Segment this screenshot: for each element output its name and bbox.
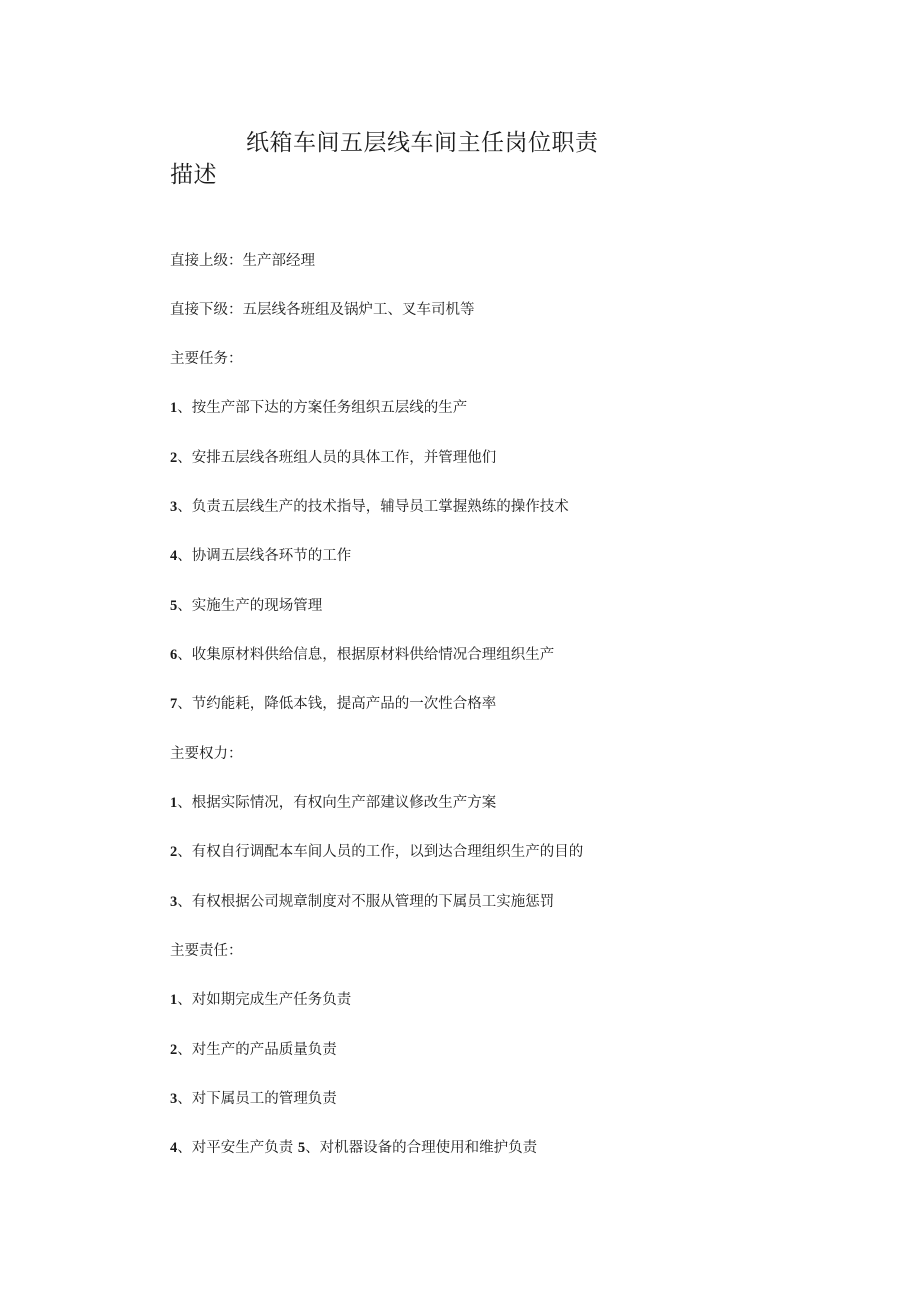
responsibilities-heading: 主要责任： <box>170 943 243 959</box>
document-title: 纸箱车间五层线车间主任岗位职责 <box>246 130 599 156</box>
power-item <box>170 842 583 862</box>
item-number: 7 <box>170 696 178 712</box>
item-text: 、有权根据公司规章制度对不服从管理的下属员工实施惩罚 <box>177 894 555 910</box>
item-text: 、安排五层线各班组人员的具体工作，并管理他们 <box>177 450 497 466</box>
responsibility-item <box>170 990 351 1010</box>
item-number: 5 <box>297 1140 306 1156</box>
document-title-continued: 描述 <box>170 162 217 188</box>
item-text: 、按生产部下达的方案任务组织五层线的生产 <box>177 400 468 416</box>
task-item <box>170 546 351 566</box>
item-number: 1 <box>170 400 178 416</box>
item-number: 4 <box>170 1140 178 1156</box>
item-number: 4 <box>170 548 178 564</box>
tasks-heading: 主要任务： <box>170 351 243 367</box>
item-number: 5 <box>170 598 178 614</box>
responsibility-item <box>170 1138 537 1158</box>
item-text: 、节约能耗，降低本钱，提高产品的一次性合格率 <box>177 696 497 712</box>
item-number: 2 <box>170 450 178 466</box>
item-number: 2 <box>170 844 178 860</box>
task-item <box>170 645 554 665</box>
responsibility-item <box>170 1089 337 1109</box>
item-text: 、根据实际情况，有权向生产部建议修改生产方案 <box>177 795 497 811</box>
item-text: 、收集原材料供给信息，根据原材料供给情况合理组织生产 <box>177 647 555 663</box>
item-text: 、对机器设备的合理使用和维护负责 <box>305 1140 538 1156</box>
item-number: 1 <box>170 992 178 1008</box>
item-text: 、负责五层线生产的技术指导，辅导员工掌握熟练的操作技术 <box>177 499 569 515</box>
item-number: 1 <box>170 795 178 811</box>
item-text: 、实施生产的现场管理 <box>177 598 323 614</box>
item-text: 、对平安生产负责 <box>177 1140 298 1156</box>
item-text: 、对下属员工的管理负责 <box>177 1091 337 1107</box>
direct-superior: 直接上级：生产部经理 <box>170 253 315 269</box>
task-item <box>170 694 496 714</box>
item-number: 3 <box>170 894 178 910</box>
item-number: 3 <box>170 1091 178 1107</box>
task-item <box>170 448 496 468</box>
powers-heading: 主要权力： <box>170 746 243 762</box>
task-item <box>170 497 569 517</box>
task-item <box>170 596 322 616</box>
power-item <box>170 793 496 813</box>
item-number: 2 <box>170 1042 178 1058</box>
item-number: 6 <box>170 647 178 663</box>
item-text: 、对生产的产品质量负责 <box>177 1042 337 1058</box>
task-item <box>170 398 467 418</box>
item-number: 3 <box>170 499 178 515</box>
direct-subordinate: 直接下级：五层线各班组及锅炉工、叉车司机等 <box>170 302 475 318</box>
power-item <box>170 892 554 912</box>
item-text: 、协调五层线各环节的工作 <box>177 548 352 564</box>
item-text: 、有权自行调配本车间人员的工作，以到达合理组织生产的目的 <box>177 844 584 860</box>
responsibility-item <box>170 1040 337 1060</box>
item-text: 、对如期完成生产任务负责 <box>177 992 352 1008</box>
